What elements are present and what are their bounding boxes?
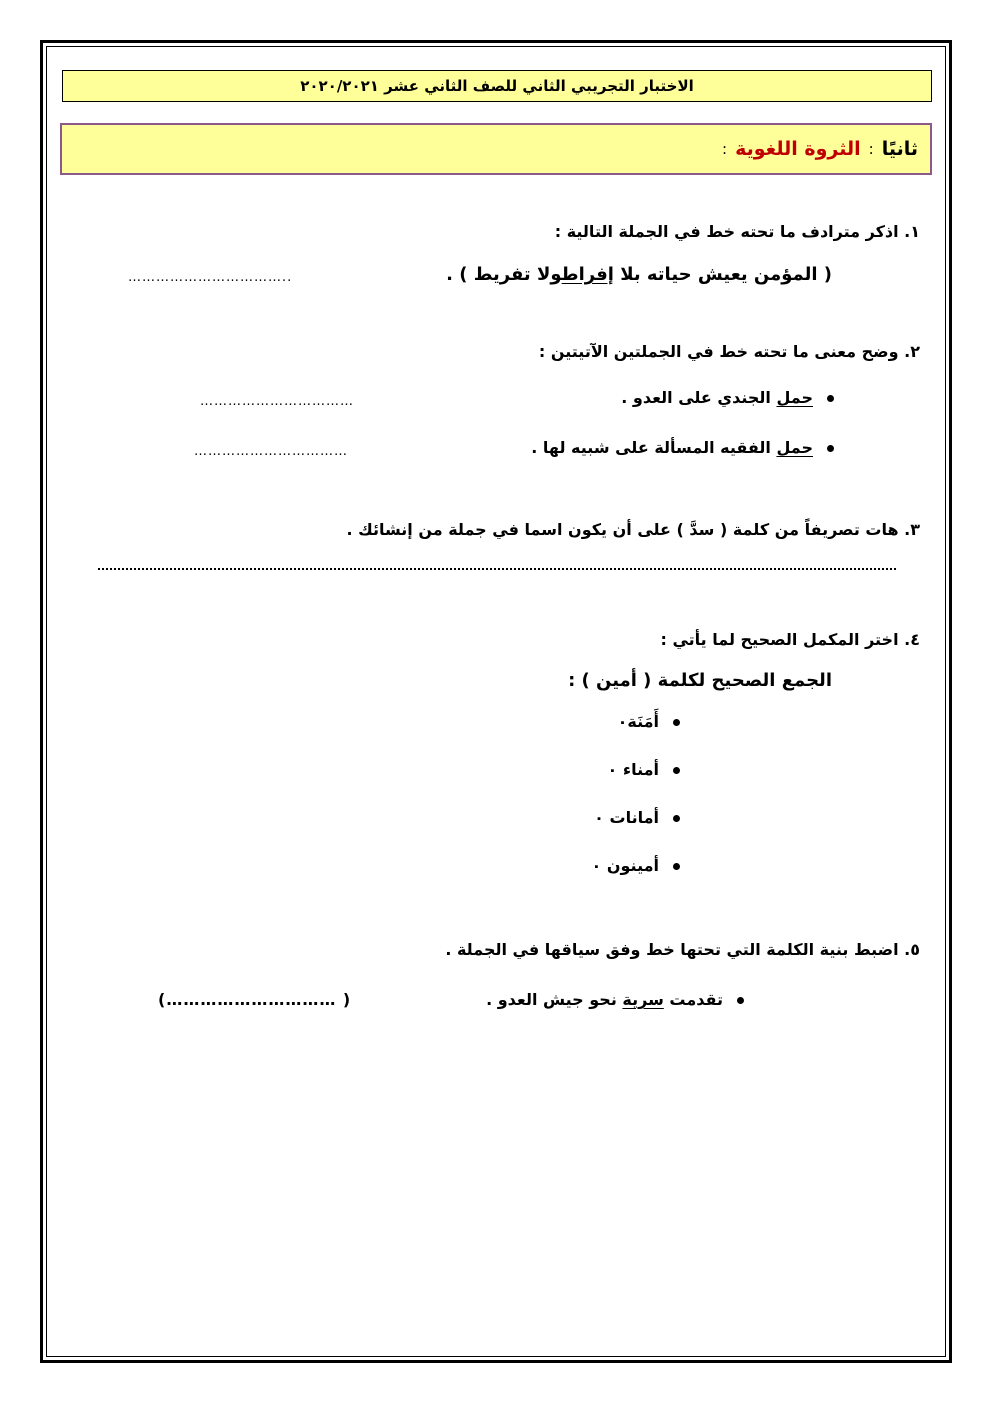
answer-blank[interactable]: …………………………….. <box>128 270 293 285</box>
bullet-icon <box>673 815 680 822</box>
question-2 <box>539 342 920 361</box>
question-prompt: هات تصريفاً من كلمة ( سدَّ ) على أن يكون اسما في جملة من إنشائك . <box>346 520 899 539</box>
question-number: ٥. <box>904 940 920 959</box>
bullet-icon <box>737 997 744 1004</box>
section-colon: : <box>868 140 874 158</box>
question-number: ٤. <box>904 630 920 649</box>
section-heading <box>60 123 932 175</box>
choice-option[interactable]: أمانات ٠ <box>594 808 680 827</box>
choice-option[interactable]: أَمَنَة٠ <box>618 712 680 731</box>
question-prompt: اذكر مترادف ما تحته خط في الجملة التالية : <box>554 222 899 241</box>
question-prompt: اضبط بنية الكلمة التي تحتها خط وفق سياقها في الجملة . <box>445 940 899 959</box>
question-5 <box>445 940 920 959</box>
answer-blank[interactable]: (………………………… ) <box>158 990 352 1009</box>
question-number: ٣. <box>904 520 920 539</box>
choice-option[interactable]: أمينون ٠ <box>592 856 680 875</box>
bullet-icon <box>827 395 834 402</box>
q2-item: حمل الفقيه المسألة على شبيه لها . <box>531 438 834 457</box>
q2-item: حمل الجندي على العدو . <box>621 388 834 407</box>
q4-sub-prompt: الجمع الصحيح لكلمة ( أمين ) : <box>568 670 832 691</box>
question-1 <box>555 222 920 241</box>
choice-option[interactable]: أمناء ٠ <box>608 760 680 779</box>
question-4 <box>660 630 920 649</box>
question-prompt: اختر المكمل الصحيح لما يأتي : <box>660 630 899 649</box>
answer-blank[interactable]: …………………………… <box>194 444 348 459</box>
underlined-word: إفراط <box>561 264 614 285</box>
question-number: ١. <box>904 222 920 241</box>
question-number: ٢. <box>904 342 920 361</box>
question-3 <box>346 520 920 539</box>
bullet-icon <box>673 863 680 870</box>
exam-title: الاختبار التجريبي الثاني للصف الثاني عشر ٢٠٢٠/٢٠٢١ <box>62 70 932 102</box>
section-title: الثروة اللغوية <box>735 138 861 160</box>
q1-sentence: ( المؤمن يعيش حياته بلا إفراطولا تفريط ) . <box>446 264 832 285</box>
q5-sentence: تقدمت سرية نحو جيش العدو . <box>486 990 744 1009</box>
bullet-icon <box>673 767 680 774</box>
bullet-icon <box>673 719 680 726</box>
section-label: ثانيًا <box>881 138 918 160</box>
answer-blank[interactable]: …………………………… <box>200 394 354 409</box>
answer-line[interactable] <box>98 568 896 570</box>
underlined-word: سرية <box>622 990 664 1009</box>
section-trailing-colon: : <box>722 140 728 158</box>
question-prompt: وضح معنى ما تحته خط في الجملتين الآتيتين : <box>538 342 899 361</box>
underlined-word: حمل <box>776 438 813 457</box>
underlined-word: حمل <box>776 388 813 407</box>
bullet-icon <box>827 445 834 452</box>
